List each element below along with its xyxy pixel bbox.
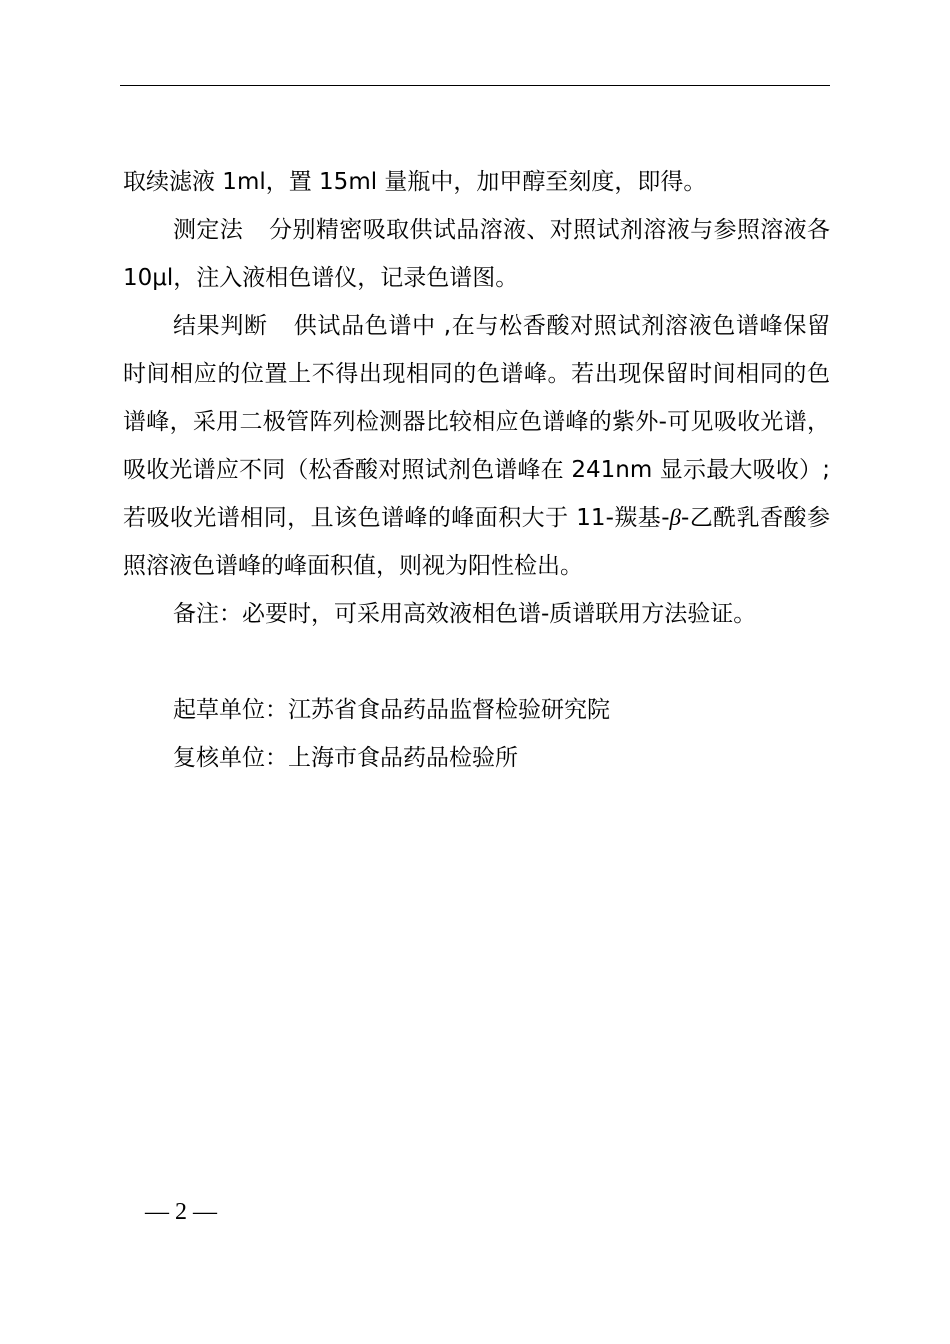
page-number: — 2 — [145,1199,217,1225]
paragraph-note [123,590,830,638]
measurement-method-text: 分别精密吸取供试品溶液、对照试剂溶液与参照溶液各 10μl，注入液相色谱仪，记录色谱图。 [123,217,831,291]
beta-symbol: β [669,505,681,530]
result-judgement-text-part-1: 供试品色谱中 ,在与松香酸对照试剂溶液色谱峰保留时间相应的位置上不得出现相同的色谱峰。若出现保留时间相同的色谱峰，采用二极管阵列检测器比较相应色谱峰的紫外-可见吸收光谱，吸收光谱应不同（松香酸对照试剂色谱峰在 241nm 显示最大吸收）; 若吸收光谱相同，且该色谱峰的峰面积大于 11-羰基- [123,313,831,531]
measurement-method-heading: 测定法 [173,217,244,243]
review-unit-text: 复核单位：上海市食品药品检验所 [173,745,518,771]
note-text: 备注：必要时，可采用高效液相色谱-质谱联用方法验证。 [173,601,757,627]
result-judgement-text-part-2: -乙酰乳香酸参照溶液色谱峰的峰面积值，则视为阳性检出。 [123,505,830,579]
document-body [123,158,830,782]
drafting-unit [123,686,830,734]
drafting-unit-text: 起草单位：江苏省食品药品监督检验研究院 [173,697,610,723]
result-judgement-heading: 结果判断 [173,313,268,339]
paragraph-filtrate-text: 取续滤液 1ml，置 15ml 量瓶中，加甲醇至刻度，即得。 [123,169,707,195]
paragraph-filtrate [123,158,830,206]
blank-line [123,638,830,686]
header-rule [120,85,830,86]
paragraph-measurement-method [123,206,830,302]
review-unit [123,734,830,782]
paragraph-result-judgement [123,302,830,590]
